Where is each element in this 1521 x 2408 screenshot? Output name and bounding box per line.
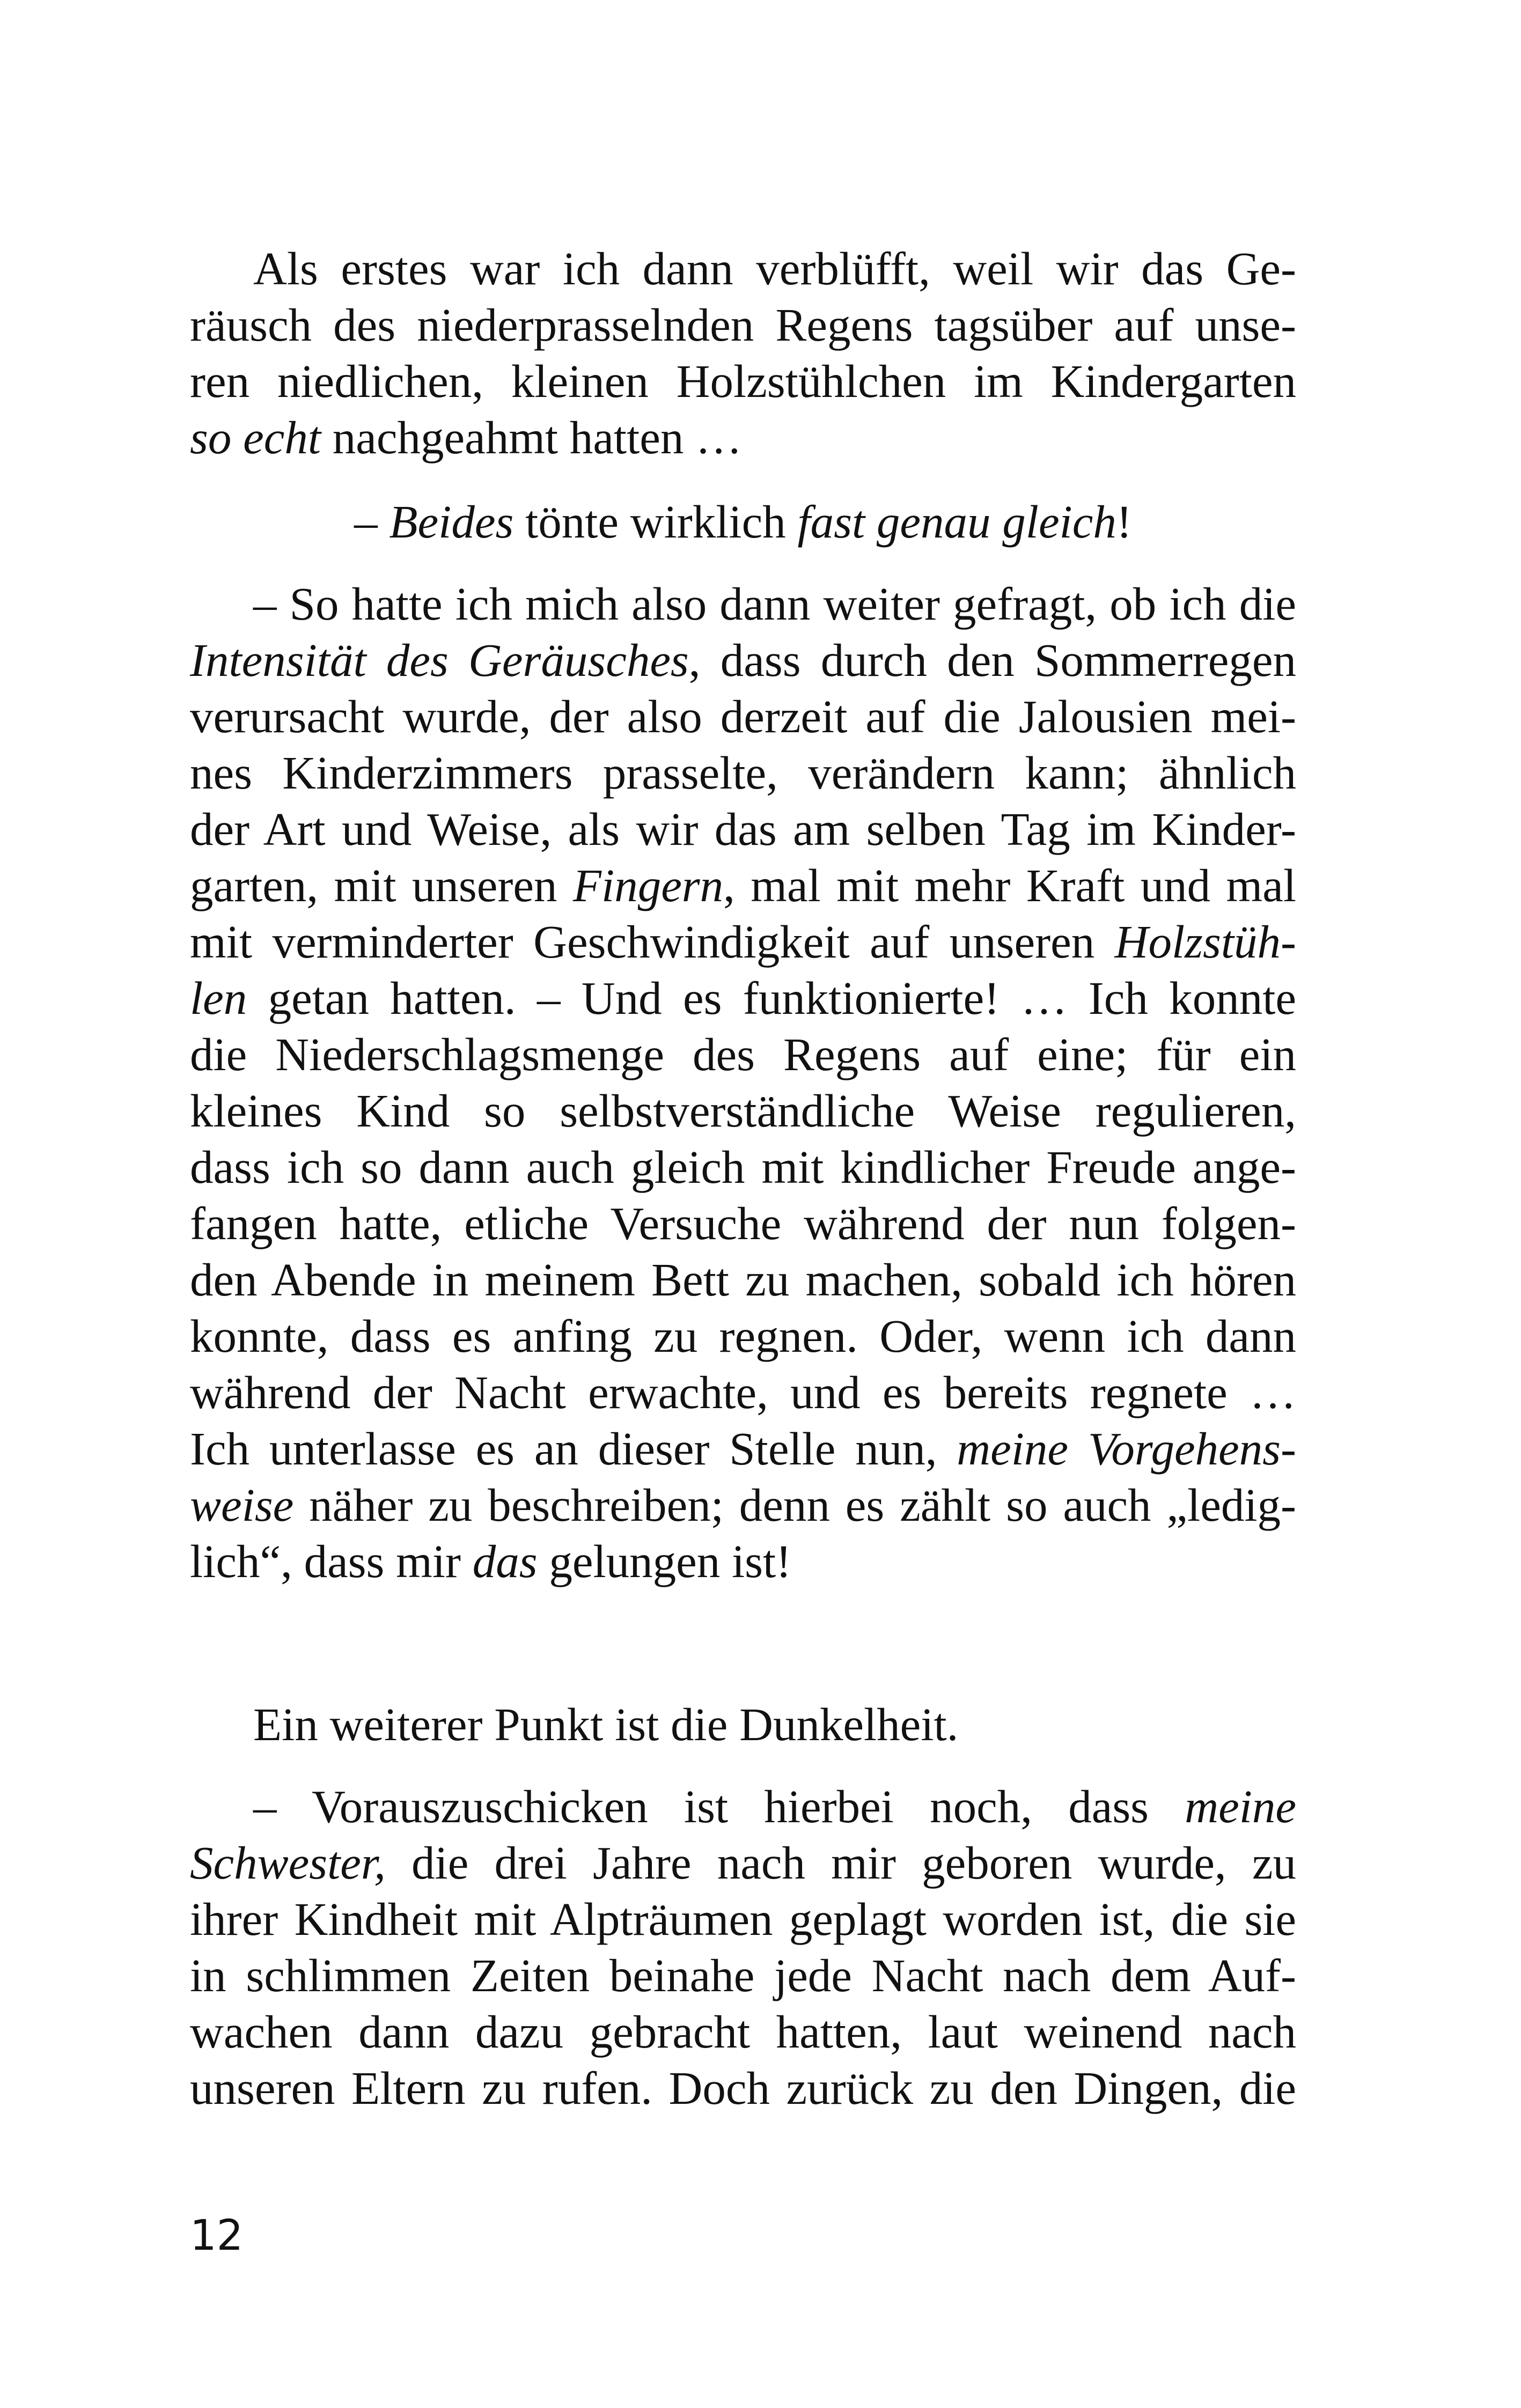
text-line-span: der Art und Weise, als wir das am selben Tag im Kinder- [190,803,1296,855]
centered-line-span: – [354,496,390,548]
text-line-span-italic: so echt [190,411,321,463]
text-line [190,745,1296,801]
text-line-span: näher zu beschreiben; denn es zählt so auch „ledig- [293,1479,1296,1531]
text-line [190,688,1296,745]
text-line [190,970,1296,1026]
text-line-span-italic: Schwester, [190,1837,386,1889]
paragraph-4 [190,1778,1296,2116]
text-line [190,353,1296,409]
text-line [190,1139,1296,1195]
text-line [190,240,1296,297]
text-line [190,857,1296,914]
text-line-span: nes Kinderzimmers prasselte, verändern kann; ähnlich [190,747,1296,799]
text-line-span: dass ich so dann auch gleich mit kindlicher Freude ange- [190,1141,1296,1193]
text-line-span-italic: weise [190,1479,294,1531]
text-line [190,801,1296,857]
text-line-span-italic: len [190,972,247,1024]
paragraph-1 [190,240,1296,466]
text-line [190,1778,1296,1835]
text-line-span: fangen hatte, etliche Versuche während der nun folgen- [190,1197,1296,1249]
text-line-span: kleines Kind so selbstverständliche Weise regulieren, [190,1085,1296,1137]
centered-line-span-italic: fast genau gleich [797,496,1116,548]
text-line-span-italic: Holzstüh- [1114,916,1296,968]
text-line-span: , dass durch den Sommerregen [688,634,1296,686]
text-line [190,1420,1296,1477]
text-line-span-italic: Intensität des Geräusches [190,634,689,686]
text-line [190,1364,1296,1420]
paragraph-3: Ein weiterer Punkt ist die Dunkelheit. [253,1698,959,1750]
text-line [190,1026,1296,1083]
text-line [190,2060,1296,2116]
text-line [190,1533,1296,1589]
text-line [190,1477,1296,1533]
page-number: 12 [190,2212,244,2260]
text-line [190,1083,1296,1139]
text-line-span: konnte, dass es anfing zu regnen. Oder, wenn ich dann [190,1310,1296,1362]
text-line [190,632,1296,688]
text-line-span: gelungen ist! [537,1535,792,1587]
text-line [190,1251,1296,1308]
text-line-span: während der Nacht erwachte, und es bereits regnete … [190,1366,1296,1418]
text-line-span-italic: meine Vorgehens- [957,1423,1296,1475]
text-line-span: die Niederschlagsmenge des Regens auf eine; für ein [190,1028,1296,1080]
text-line [190,1835,1296,1891]
text-line-span: ihrer Kindheit mit Alpträumen geplagt worden ist, die sie [190,1893,1296,1945]
text-line-span: den Abende in meinem Bett zu machen, sobald ich hören [190,1254,1296,1306]
text-line-span: nachgeahmt hatten … [321,411,743,463]
text-line-span: mit verminderter Geschwindigkeit auf unseren [190,916,1115,968]
text-line-span: verursacht wurde, der also derzeit auf die Jalousien mei- [190,690,1296,742]
text-line-span: Als erstes war ich dann verblüfft, weil wir das Ge- [253,242,1296,294]
text-line-span: – So hatte ich mich also dann weiter gefragt, ob ich die [253,578,1296,630]
text-line-span-italic: Fingern [572,859,724,911]
text-line-span: lich“, dass mir [190,1535,473,1587]
text-line-span: – Vorauszuschicken ist hierbei noch, dass [253,1780,1185,1832]
centered-line-span: ! [1116,496,1132,548]
text-line-span: ren niedlichen, kleinen Holzstühlchen im Kindergarten [190,355,1296,407]
text-line-span: die drei Jahre nach mir geboren wurde, zu [385,1837,1296,1889]
text-line-span: unseren Eltern zu rufen. Doch zurück zu den Dingen, die [190,2062,1296,2114]
text-line-span: wachen dann dazu gebracht hatten, laut weinend nach [190,2006,1296,2058]
text-line [190,1195,1296,1251]
text-line [190,409,1296,466]
text-line [190,1891,1296,1947]
text-line-span: getan hatten. – Und es funktionierte! … Ich konnte [247,972,1296,1024]
text-line-span: garten, mit unseren [190,859,573,911]
text-line [190,576,1296,632]
text-line [190,297,1296,353]
text-line-span: räusch des niederprasselnden Regens tagsüber auf unse- [190,299,1296,351]
text-line-span: in schlimmen Zeiten beinahe jede Nacht nach dem Auf- [190,1949,1296,2001]
centered-exclamation-line [190,494,1296,550]
paragraph-2 [190,576,1296,1589]
text-line-span-italic: das [472,1535,538,1587]
text-line-span-italic: meine [1185,1780,1296,1832]
text-line [190,1947,1296,2004]
centered-line-span: tönte wirklich [513,496,798,548]
text-line [190,1308,1296,1364]
text-line [190,914,1296,970]
centered-line-span-italic: Beides [389,496,514,548]
text-line [190,2004,1296,2060]
text-line-span: , mal mit mehr Kraft und mal [723,859,1297,911]
text-line-span: Ich unterlasse es an dieser Stelle nun, [190,1423,957,1475]
